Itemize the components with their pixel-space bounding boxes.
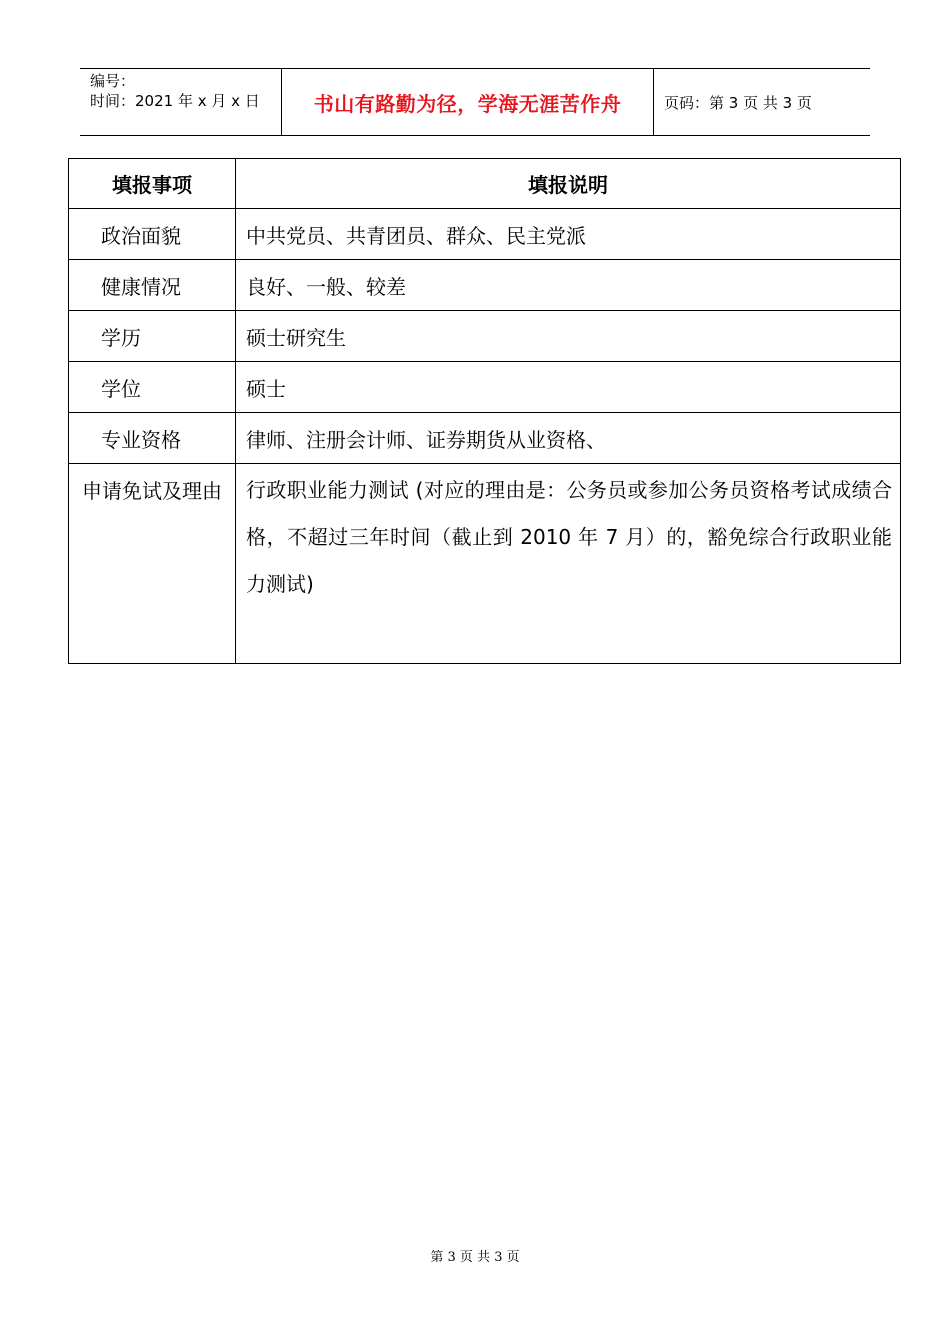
table-header-row [69, 159, 901, 209]
row-description: 中共党员、共青团员、群众、民主党派 [236, 209, 901, 260]
column-header-description: 填报说明 [236, 159, 901, 209]
motto: 书山有路勤为径，学海无涯苦作舟 [282, 69, 654, 135]
time-label: 时间：2021 年 x 月 x 日 [90, 92, 260, 110]
row-description: 良好、一般、较差 [236, 260, 901, 311]
row-item: 政治面貌 [69, 209, 236, 260]
header-meta [80, 69, 282, 135]
table-row [69, 413, 901, 464]
row-item: 专业资格 [69, 413, 236, 464]
row-description: 行政职业能力测试 (对应的理由是：公务员或参加公务员资格考试成绩合格，不超过三年时间（截止到 2010 年 7 月）的，豁免综合行政职业能力测试) [236, 464, 901, 664]
table-row [69, 362, 901, 413]
table-row [69, 311, 901, 362]
row-item: 学历 [69, 311, 236, 362]
table-row [69, 209, 901, 260]
fill-instructions-table [68, 158, 901, 664]
row-item: 健康情况 [69, 260, 236, 311]
column-header-item: 填报事项 [69, 159, 236, 209]
page-footer: 第 3 页 共 3 页 [430, 1250, 520, 1265]
page-label: 页码：第 3 页 共 3 页 [664, 93, 812, 112]
table-row [69, 260, 901, 311]
row-item: 学位 [69, 362, 236, 413]
number-label: 编号： [90, 72, 136, 90]
row-description: 硕士研究生 [236, 311, 901, 362]
row-description: 律师、注册会计师、证券期货从业资格、 [236, 413, 901, 464]
row-description: 硕士 [236, 362, 901, 413]
document-header [80, 68, 870, 136]
row-item: 申请免试及理由 [69, 464, 236, 664]
table-row [69, 464, 901, 664]
